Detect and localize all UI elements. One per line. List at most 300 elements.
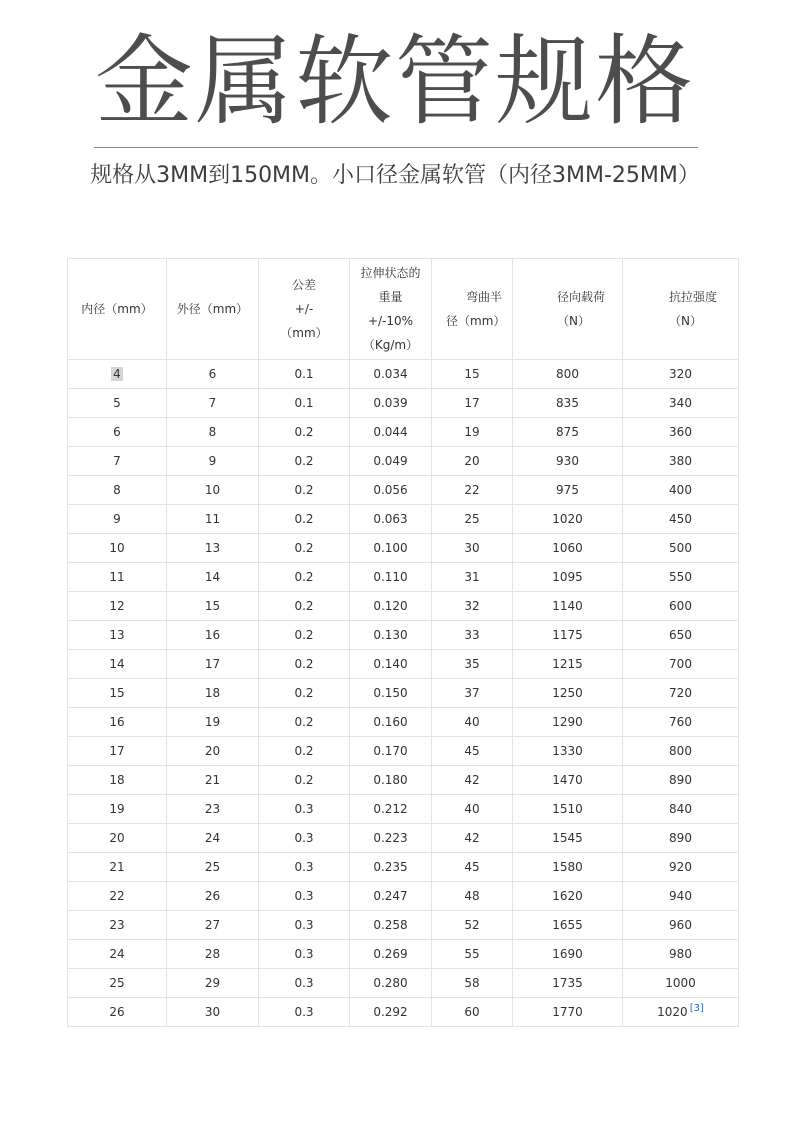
cell-value: 0.056 bbox=[373, 483, 408, 497]
cell-value: 20 bbox=[464, 454, 480, 468]
cell-bend-radius bbox=[432, 969, 513, 998]
cell-value: 975 bbox=[556, 483, 579, 497]
cell-inner-diameter bbox=[68, 679, 167, 708]
cell-inner-diameter bbox=[68, 592, 167, 621]
cell-value: 0.170 bbox=[373, 744, 408, 758]
cell-tensile-strength bbox=[623, 708, 739, 737]
cell-radial-load bbox=[513, 853, 623, 882]
cell-weight bbox=[350, 563, 432, 592]
cell-value: 6 bbox=[208, 367, 217, 381]
title-divider bbox=[94, 147, 698, 148]
cell-value: 1095 bbox=[552, 570, 583, 584]
header-tolerance bbox=[259, 259, 350, 360]
header-tensile-strength bbox=[623, 259, 739, 360]
cell-value: 930 bbox=[556, 454, 579, 468]
cell-value: 27 bbox=[204, 918, 221, 932]
cell-tolerance bbox=[259, 389, 350, 418]
cell-value: 550 bbox=[669, 570, 692, 584]
cell-value: 37 bbox=[464, 686, 480, 700]
cell-value: 0.269 bbox=[373, 947, 408, 961]
cell-inner-diameter bbox=[68, 882, 167, 911]
cell-outer-diameter bbox=[167, 882, 259, 911]
cell-value: 16 bbox=[204, 628, 221, 642]
cell-tolerance bbox=[259, 998, 350, 1027]
cell-weight bbox=[350, 679, 432, 708]
cell-value: 0.2 bbox=[294, 686, 314, 700]
cell-value: 1290 bbox=[552, 715, 583, 729]
cell-outer-diameter bbox=[167, 534, 259, 563]
header-line: 内径（mm） bbox=[81, 302, 153, 316]
cell-tensile-strength bbox=[623, 940, 739, 969]
cell-radial-load bbox=[513, 505, 623, 534]
table-header-row bbox=[68, 259, 739, 360]
cell-inner-diameter bbox=[68, 534, 167, 563]
cell-value: 0.2 bbox=[294, 657, 314, 671]
cell-value: 0.039 bbox=[373, 396, 408, 410]
spec-table bbox=[67, 258, 739, 1027]
cell-bend-radius bbox=[432, 447, 513, 476]
header-line: 拉伸状态的 bbox=[360, 266, 421, 280]
cell-radial-load bbox=[513, 650, 623, 679]
cell-value: 0.235 bbox=[373, 860, 408, 874]
cell-value: 1580 bbox=[552, 860, 583, 874]
cell-bend-radius bbox=[432, 621, 513, 650]
cell-value: 320 bbox=[669, 367, 692, 381]
table-row bbox=[68, 998, 739, 1027]
cell-inner-diameter bbox=[68, 505, 167, 534]
cell-value: 28 bbox=[204, 947, 221, 961]
cell-value: 0.247 bbox=[373, 889, 408, 903]
cell-bend-radius bbox=[432, 476, 513, 505]
cell-value: 1510 bbox=[552, 802, 583, 816]
cell-radial-load bbox=[513, 882, 623, 911]
cell-value: 26 bbox=[204, 889, 221, 903]
cell-value: 0.2 bbox=[294, 454, 314, 468]
cell-value: 0.3 bbox=[294, 976, 314, 990]
header-line: +/-10% bbox=[367, 314, 414, 328]
cell-weight bbox=[350, 795, 432, 824]
cell-inner-diameter bbox=[68, 998, 167, 1027]
cell-value: 0.3 bbox=[294, 831, 314, 845]
cell-weight bbox=[350, 621, 432, 650]
cell-weight bbox=[350, 534, 432, 563]
cell-value: 11 bbox=[204, 512, 221, 526]
cell-outer-diameter bbox=[167, 708, 259, 737]
cell-weight bbox=[350, 882, 432, 911]
cell-value: 25 bbox=[464, 512, 480, 526]
cell-value: 16 bbox=[109, 715, 125, 729]
cell-outer-diameter bbox=[167, 418, 259, 447]
table-row bbox=[68, 824, 739, 853]
cell-value: 33 bbox=[464, 628, 480, 642]
cell-tolerance bbox=[259, 679, 350, 708]
cell-value: 55 bbox=[464, 947, 480, 961]
cell-value: 1140 bbox=[552, 599, 583, 613]
table-row bbox=[68, 708, 739, 737]
cell-value: 40 bbox=[464, 802, 480, 816]
cell-value: 0.258 bbox=[373, 918, 408, 932]
cell-value: 0.3 bbox=[294, 860, 314, 874]
cell-tensile-strength bbox=[623, 998, 739, 1027]
cell-tensile-strength bbox=[623, 418, 739, 447]
cell-value: 15 bbox=[464, 367, 480, 381]
cell-outer-diameter bbox=[167, 998, 259, 1027]
cell-inner-diameter bbox=[68, 795, 167, 824]
table-row bbox=[68, 418, 739, 447]
cell-bend-radius bbox=[432, 824, 513, 853]
header-weight bbox=[350, 259, 432, 360]
cell-tensile-strength bbox=[623, 621, 739, 650]
header-line: 重量 bbox=[378, 290, 403, 304]
table-row bbox=[68, 592, 739, 621]
cell-radial-load bbox=[513, 737, 623, 766]
cell-value: 0.2 bbox=[294, 773, 314, 787]
cell-bend-radius bbox=[432, 940, 513, 969]
cell-value: 32 bbox=[464, 599, 480, 613]
cell-value: 17 bbox=[464, 396, 480, 410]
header-inner-diameter bbox=[68, 259, 167, 360]
cell-inner-diameter bbox=[68, 476, 167, 505]
table-row bbox=[68, 505, 739, 534]
cell-value: 1470 bbox=[552, 773, 583, 787]
cell-weight bbox=[350, 708, 432, 737]
cell-value: 0.1 bbox=[294, 396, 314, 410]
cell-bend-radius bbox=[432, 505, 513, 534]
cell-tensile-strength bbox=[623, 679, 739, 708]
cell-value: 960 bbox=[669, 918, 692, 932]
table-row bbox=[68, 766, 739, 795]
cell-outer-diameter bbox=[167, 737, 259, 766]
cell-value: 19 bbox=[464, 425, 480, 439]
header-line: 弯曲半 bbox=[466, 290, 503, 304]
cell-bend-radius bbox=[432, 882, 513, 911]
cell-value: 17 bbox=[204, 657, 221, 671]
header-line: 径（mm） bbox=[446, 314, 506, 328]
cell-value: 40 bbox=[464, 715, 480, 729]
cell-value: 1000 bbox=[665, 976, 696, 990]
cell-value: 1655 bbox=[552, 918, 583, 932]
cell-outer-diameter bbox=[167, 824, 259, 853]
cell-value: 1545 bbox=[552, 831, 583, 845]
cell-outer-diameter bbox=[167, 650, 259, 679]
cell-tolerance bbox=[259, 853, 350, 882]
cell-value: 58 bbox=[464, 976, 480, 990]
cell-value: 30 bbox=[204, 1005, 221, 1019]
cell-radial-load bbox=[513, 708, 623, 737]
cell-outer-diameter bbox=[167, 940, 259, 969]
cell-value: 9 bbox=[208, 454, 217, 468]
cell-inner-diameter bbox=[68, 418, 167, 447]
cell-tensile-strength bbox=[623, 592, 739, 621]
cell-tensile-strength bbox=[623, 563, 739, 592]
cell-value: 19 bbox=[109, 802, 125, 816]
cell-value: 35 bbox=[464, 657, 480, 671]
cell-tolerance bbox=[259, 795, 350, 824]
cell-tolerance bbox=[259, 447, 350, 476]
cell-bend-radius bbox=[432, 795, 513, 824]
cell-weight bbox=[350, 505, 432, 534]
cell-tolerance bbox=[259, 563, 350, 592]
cell-value: 0.110 bbox=[373, 570, 408, 584]
cell-inner-diameter bbox=[68, 389, 167, 418]
cell-tensile-strength bbox=[623, 389, 739, 418]
cell-value: 940 bbox=[669, 889, 692, 903]
cell-value: 840 bbox=[669, 802, 692, 816]
cell-tensile-strength bbox=[623, 911, 739, 940]
cell-value: 24 bbox=[204, 831, 221, 845]
cell-radial-load bbox=[513, 795, 623, 824]
cell-weight bbox=[350, 476, 432, 505]
cell-value: 45 bbox=[464, 744, 480, 758]
header-bend-radius bbox=[432, 259, 513, 360]
header-line: 径向载荷 bbox=[557, 290, 606, 304]
cell-inner-diameter bbox=[68, 360, 167, 389]
cell-inner-diameter bbox=[68, 621, 167, 650]
cell-weight bbox=[350, 389, 432, 418]
table-row bbox=[68, 563, 739, 592]
cell-inner-diameter bbox=[68, 940, 167, 969]
table-row bbox=[68, 795, 739, 824]
cell-value: 0.130 bbox=[373, 628, 408, 642]
header-line: 抗拉强度 bbox=[669, 290, 718, 304]
header-outer-diameter bbox=[167, 259, 259, 360]
cell-value: 10 bbox=[204, 483, 221, 497]
cell-radial-load bbox=[513, 911, 623, 940]
cell-value: 1215 bbox=[552, 657, 583, 671]
cell-value: 0.2 bbox=[294, 570, 314, 584]
cell-value: 22 bbox=[464, 483, 480, 497]
header-line: （N） bbox=[669, 314, 702, 328]
cell-tensile-strength bbox=[623, 969, 739, 998]
cell-tensile-strength bbox=[623, 882, 739, 911]
cell-value: 800 bbox=[669, 744, 692, 758]
cell-tolerance bbox=[259, 418, 350, 447]
cell-value: 26 bbox=[109, 1005, 125, 1019]
cell-value: 19 bbox=[204, 715, 221, 729]
cell-bend-radius bbox=[432, 592, 513, 621]
cell-value: 25 bbox=[109, 976, 125, 990]
cell-value: 0.063 bbox=[373, 512, 408, 526]
cell-tolerance bbox=[259, 621, 350, 650]
cell-outer-diameter bbox=[167, 592, 259, 621]
cell-bend-radius bbox=[432, 650, 513, 679]
cell-tolerance bbox=[259, 940, 350, 969]
cell-value: 1020 bbox=[552, 512, 583, 526]
citation-link[interactable]: [3] bbox=[689, 1003, 704, 1014]
cell-value: 8 bbox=[208, 425, 217, 439]
cell-value: 0.120 bbox=[373, 599, 408, 613]
cell-tolerance bbox=[259, 505, 350, 534]
cell-value: 9 bbox=[113, 512, 121, 526]
cell-outer-diameter bbox=[167, 563, 259, 592]
cell-inner-diameter bbox=[68, 824, 167, 853]
cell-radial-load bbox=[513, 563, 623, 592]
cell-value: 340 bbox=[669, 396, 692, 410]
cell-inner-diameter bbox=[68, 650, 167, 679]
cell-bend-radius bbox=[432, 708, 513, 737]
cell-tolerance bbox=[259, 650, 350, 679]
cell-value: 1330 bbox=[552, 744, 583, 758]
cell-outer-diameter bbox=[167, 389, 259, 418]
cell-tensile-strength bbox=[623, 766, 739, 795]
cell-value: 8 bbox=[113, 483, 121, 497]
cell-tensile-strength bbox=[623, 505, 739, 534]
cell-value: 14 bbox=[109, 657, 125, 671]
cell-value: 45 bbox=[464, 860, 480, 874]
cell-value: 0.140 bbox=[373, 657, 408, 671]
cell-weight bbox=[350, 592, 432, 621]
cell-outer-diameter bbox=[167, 476, 259, 505]
header-line: （N） bbox=[557, 314, 590, 328]
cell-value: 31 bbox=[464, 570, 480, 584]
cell-radial-load bbox=[513, 418, 623, 447]
cell-value: 890 bbox=[669, 773, 692, 787]
cell-value: 42 bbox=[464, 831, 480, 845]
cell-tensile-strength bbox=[623, 447, 739, 476]
cell-bend-radius bbox=[432, 360, 513, 389]
cell-value: 500 bbox=[669, 541, 692, 555]
cell-value: 0.223 bbox=[373, 831, 408, 845]
header-line: 公差 bbox=[291, 278, 316, 292]
cell-value: 0.212 bbox=[373, 802, 408, 816]
cell-tensile-strength bbox=[623, 795, 739, 824]
cell-value: 0.049 bbox=[373, 454, 408, 468]
table-row bbox=[68, 940, 739, 969]
cell-value: 890 bbox=[669, 831, 692, 845]
cell-inner-diameter bbox=[68, 853, 167, 882]
cell-value: 0.280 bbox=[373, 976, 408, 990]
cell-value: 1620 bbox=[552, 889, 583, 903]
cell-tolerance bbox=[259, 534, 350, 563]
cell-bend-radius bbox=[432, 998, 513, 1027]
cell-value: 15 bbox=[204, 599, 221, 613]
cell-weight bbox=[350, 824, 432, 853]
cell-value: 0.3 bbox=[294, 1005, 314, 1019]
cell-radial-load bbox=[513, 998, 623, 1027]
cell-value: 23 bbox=[109, 918, 125, 932]
cell-tolerance bbox=[259, 882, 350, 911]
table-row bbox=[68, 882, 739, 911]
cell-value: 650 bbox=[669, 628, 692, 642]
cell-inner-diameter bbox=[68, 737, 167, 766]
cell-value: 0.1 bbox=[294, 367, 314, 381]
cell-value: 980 bbox=[669, 947, 692, 961]
cell-weight bbox=[350, 650, 432, 679]
cell-value: 0.2 bbox=[294, 744, 314, 758]
cell-weight bbox=[350, 940, 432, 969]
cell-value: 760 bbox=[669, 715, 692, 729]
cell-value: 0.2 bbox=[294, 425, 314, 439]
cell-value: 13 bbox=[109, 628, 125, 642]
cell-weight bbox=[350, 737, 432, 766]
table-row bbox=[68, 389, 739, 418]
cell-tensile-strength bbox=[623, 360, 739, 389]
cell-radial-load bbox=[513, 621, 623, 650]
cell-bend-radius bbox=[432, 534, 513, 563]
page-title: 金属软管规格 bbox=[94, 25, 695, 139]
cell-value: 600 bbox=[669, 599, 692, 613]
cell-outer-diameter bbox=[167, 911, 259, 940]
cell-radial-load bbox=[513, 766, 623, 795]
cell-value: 1060 bbox=[552, 541, 583, 555]
cell-outer-diameter bbox=[167, 795, 259, 824]
cell-value: 380 bbox=[669, 454, 692, 468]
table-row bbox=[68, 476, 739, 505]
cell-value: 18 bbox=[109, 773, 125, 787]
cell-value: 0.2 bbox=[294, 715, 314, 729]
cell-tolerance bbox=[259, 360, 350, 389]
header-line: 外径（mm） bbox=[176, 302, 249, 316]
cell-value: 0.044 bbox=[373, 425, 408, 439]
cell-value: 14 bbox=[204, 570, 221, 584]
cell-outer-diameter bbox=[167, 447, 259, 476]
cell-value: 7 bbox=[208, 396, 217, 410]
cell-bend-radius bbox=[432, 737, 513, 766]
table-row bbox=[68, 737, 739, 766]
cell-value: 12 bbox=[109, 599, 125, 613]
cell-outer-diameter bbox=[167, 505, 259, 534]
cell-value: 13 bbox=[204, 541, 221, 555]
table-row bbox=[68, 853, 739, 882]
cell-value: 20 bbox=[204, 744, 221, 758]
cell-outer-diameter bbox=[167, 766, 259, 795]
cell-radial-load bbox=[513, 679, 623, 708]
cell-value: 0.034 bbox=[373, 367, 408, 381]
cell-bend-radius bbox=[432, 389, 513, 418]
cell-inner-diameter bbox=[68, 708, 167, 737]
table-row bbox=[68, 360, 739, 389]
cell-tensile-strength bbox=[623, 737, 739, 766]
cell-weight bbox=[350, 447, 432, 476]
cell-value: 1250 bbox=[552, 686, 583, 700]
cell-value: 29 bbox=[204, 976, 221, 990]
cell-radial-load bbox=[513, 969, 623, 998]
cell-radial-load bbox=[513, 447, 623, 476]
cell-value: 7 bbox=[113, 454, 121, 468]
cell-radial-load bbox=[513, 940, 623, 969]
spec-table-body bbox=[68, 360, 739, 1027]
cell-bend-radius bbox=[432, 679, 513, 708]
cell-tensile-strength bbox=[623, 476, 739, 505]
cell-radial-load bbox=[513, 389, 623, 418]
cell-value: 11 bbox=[109, 570, 125, 584]
cell-value: 24 bbox=[109, 947, 125, 961]
cell-value: 0.2 bbox=[294, 541, 314, 555]
cell-inner-diameter bbox=[68, 911, 167, 940]
cell-tolerance bbox=[259, 737, 350, 766]
cell-weight bbox=[350, 360, 432, 389]
cell-inner-diameter bbox=[68, 766, 167, 795]
cell-value: 875 bbox=[556, 425, 579, 439]
cell-value: 0.2 bbox=[294, 483, 314, 497]
cell-tolerance bbox=[259, 476, 350, 505]
cell-outer-diameter bbox=[167, 621, 259, 650]
cell-value: 1020 bbox=[657, 1005, 688, 1019]
cell-value: 1690 bbox=[552, 947, 583, 961]
cell-value: 0.100 bbox=[373, 541, 408, 555]
cell-value: 25 bbox=[204, 860, 221, 874]
cell-value: 0.3 bbox=[294, 947, 314, 961]
cell-tolerance bbox=[259, 766, 350, 795]
header-line: （mm） bbox=[280, 326, 328, 340]
cell-value: 0.2 bbox=[294, 512, 314, 526]
cell-value: 0.180 bbox=[373, 773, 408, 787]
cell-value: 18 bbox=[204, 686, 221, 700]
table-row bbox=[68, 969, 739, 998]
cell-weight bbox=[350, 418, 432, 447]
cell-value-selected: 4 bbox=[113, 367, 121, 381]
cell-value: 700 bbox=[669, 657, 692, 671]
